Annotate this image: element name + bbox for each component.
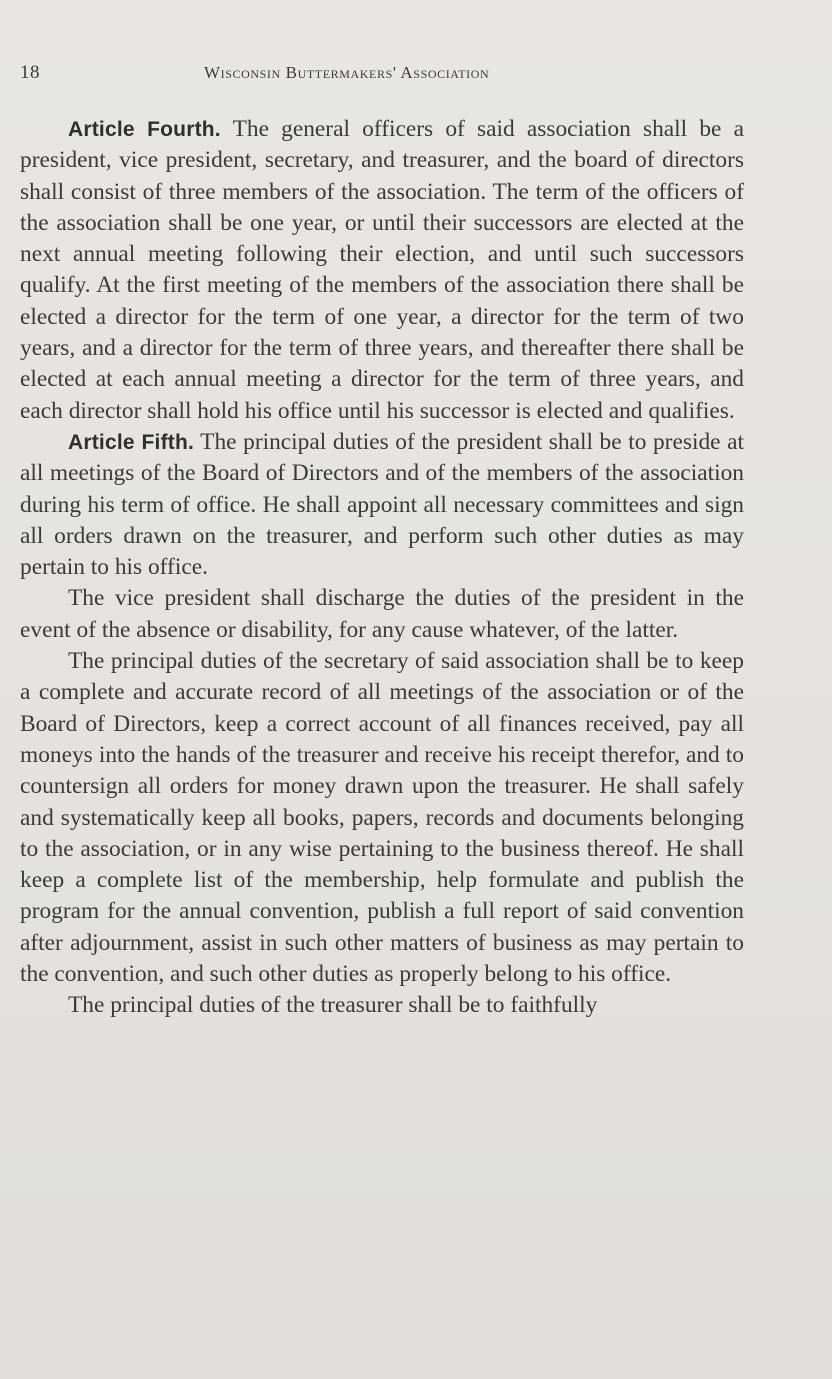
page-number: 18 bbox=[20, 62, 40, 83]
paragraph-vice-president: The vice president shall discharge the duties of the president in the event of the absence or disability, for any cause whatever, of the latter. bbox=[20, 585, 744, 643]
article-fourth-heading: Article Fourth. bbox=[68, 118, 221, 141]
article-fifth-text: The principal duties of the president shall be to preside at all meetings of the Board of Directors and of the members of the association during his term of office. He shall appoint all necessary committees and sign all orders drawn on the treasurer, and perform such other duties as may pertain to his office. bbox=[20, 428, 744, 581]
running-head bbox=[20, 62, 810, 88]
paragraph-treasurer: The principal duties of the treasurer shall be to faithfully bbox=[68, 992, 598, 1019]
body-text bbox=[20, 114, 744, 1022]
paragraph-article-fourth bbox=[20, 114, 744, 427]
paragraph-article-fifth bbox=[20, 427, 744, 583]
article-fourth-text: The general officers of said association shall be a president, vice president, secretary, and treasurer, and the board of directors shall consist of three members of the association. The term of the officers of the association shall be one year, or until their successors are elected at the next annual meeting following their election, and until such successors qualify. At the first meeting of the members of the association there shall be elected a director for the term of one year, a director for the term of two years, and a director for the term of three years, and thereafter there shall be elected at each annual meeting a director for the term of three years, and each director shall hold his office until his successor is elected and qualifies. bbox=[20, 116, 744, 424]
paragraph-secretary: The principal duties of the secretary of said association shall be to keep a complete and accurate record of all meetings of the association or of the Board of Directors, keep a correct account of all finances received, pay all moneys into the hands of the treasurer and receive his receipt therefor, and to countersign all orders for money drawn upon the treasurer. He shall safely and systematically keep all books, papers, records and documents belonging to the association, or in any wise pertaining to the business thereof. He shall keep a complete list of the membership, help formulate and publish the program for the annual convention, publish a full report of said convention after adjournment, assist in such other matters of business as may pertain to the convention, and such other duties as properly belong to his office. bbox=[20, 648, 744, 988]
running-title: Wisconsin Buttermakers' Association bbox=[204, 63, 490, 82]
article-fifth-heading: Article Fifth. bbox=[68, 430, 195, 454]
